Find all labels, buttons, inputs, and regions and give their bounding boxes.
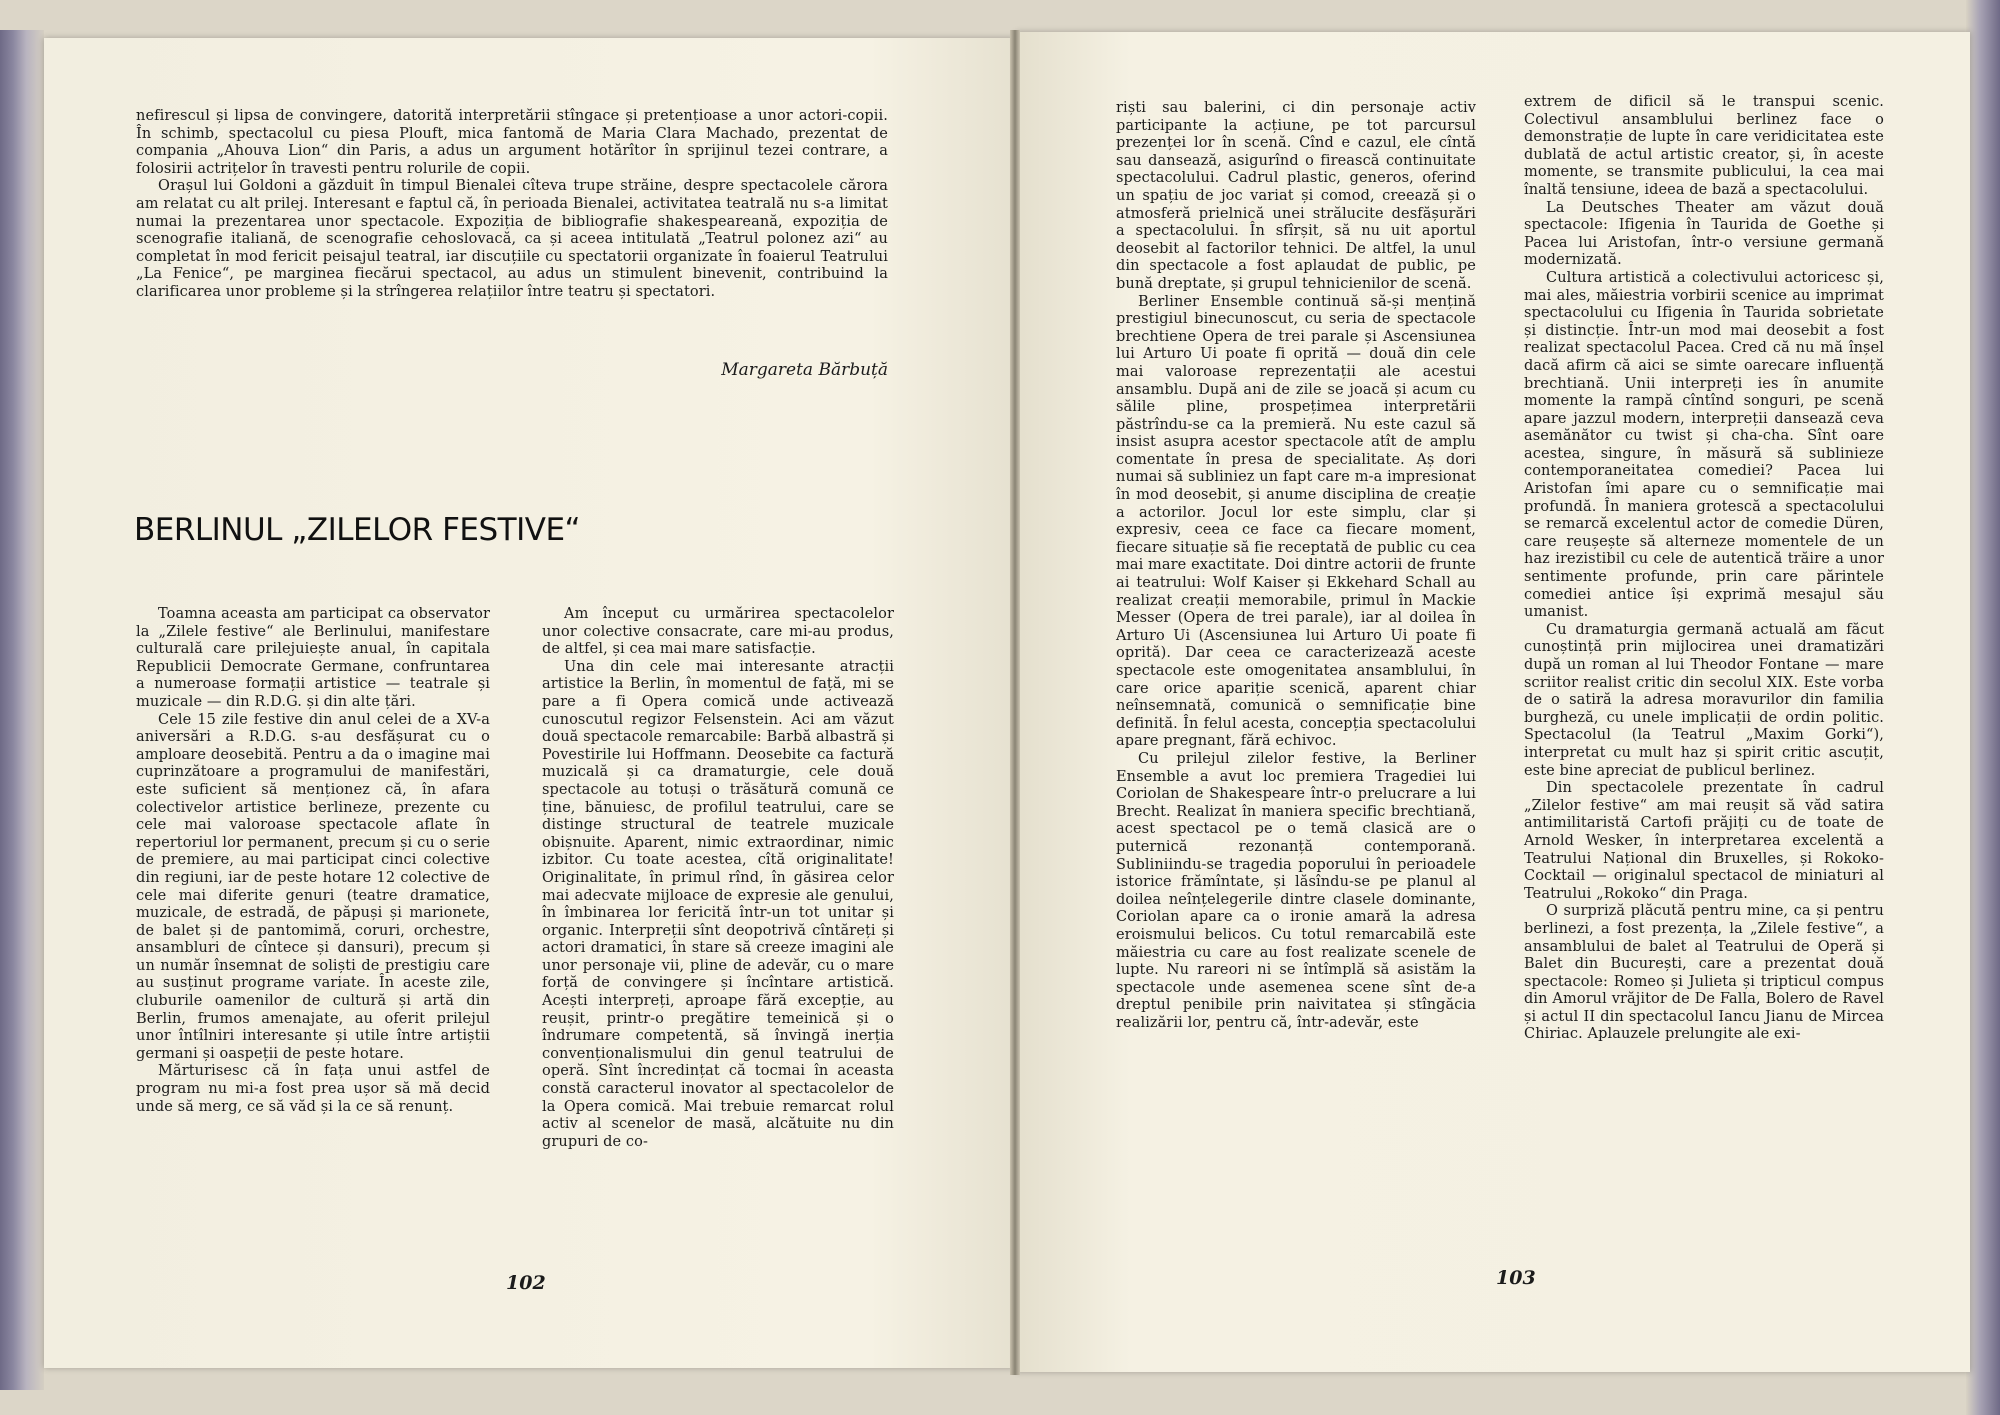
body-paragraph: Berliner Ensemble continuă să-și mențină prestigiul binecunoscut, cu seria de spectacole brechtiene Opera de trei parale și Ascensiunea lui Arturo Ui poate fi oprită — două din cele mai valoroase reprezentații ale acestui ansamblu. După ani de zile se joacă și acum cu sălile pline, prospețimea interpretării păstrîndu-se ca la premieră. Nu este cazul să insist asupra acestor spectacole atît de amplu comentate în presa de specialitate. Aș dori numai să subliniez un fapt care m-a impresionat în mod deosebit, și anume disciplina de creație a actorilor. Jocul lor este simplu, clar și expresiv, ceea ce face ca fiecare moment, fiecare situație să fie receptată de public cu cea mai mare exactitate. Doi dintre actorii de frunte ai teatrului: Wolf Kaiser și Ekkehard Schall au realizat creații memorabile, primul în Mackie Messer (Opera de trei parale), iar al doilea în Arturo Ui (Ascensiunea lui Arturo Ui poate fi oprită). Dar ceea ce caracterizează aceste spectacole este omogenitatea ansamblului, în care orice apariție scenică, aparent chiar neînsemnată, comunică o semnificație bine definită. În felul acesta, concepția spectacolului apare pregnant, fără echivoc. [1116, 293, 1476, 750]
body-paragraph: Cu dramaturgia germană actuală am făcut cunoștință prin mijlocirea unei dramatizări după un roman al lui Theodor Fontane — mare scriitor realist critic din secolul XIX. Este vorba de o satiră la adresa moravurilor din familia burgheză, cu unele implicații de ordin politic. Spectacolul (la Teatrul „Maxim Gorki“), interpretat cu mult haz și spirit critic ascuțit, este bine apreciat de publicul berlinez. [1524, 621, 1884, 779]
left-intro-text [136, 108, 888, 302]
intro-paragraph: Orașul lui Goldoni a găzduit în timpul Bienalei cîteva trupe străine, despre spectacolele cărora am relatat cu alt prilej. Interesant e faptul că, în perioada Bienalei, activitatea teatrală nu s-a limitat numai la prezentarea unor spectacole. Expoziția de bibliografie shakespeareană, expoziția de scenografie italiană, de scenografie cehoslovacă, ca și aceea intitulată „Teatrul polonez azi“ au completat în mod fericit peisajul teatral, iar discuțiile cu spectatorii organizate în foaierul Teatrului „La Fenice“, pe marginea fiecărui spectacol, au adus un stimulent binevenit, contribuind la clarificarea unor probleme și la strîngerea relațiilor între teatru și spectatori. [136, 178, 888, 300]
body-paragraph: Am început cu urmărirea spectacolelor unor colective consacrate, care mi-au produs, de altfel, și cea mai mare satisfacție. [542, 606, 894, 658]
book-spine-left [0, 30, 44, 1390]
right-column-1 [1116, 100, 1476, 1032]
left-column-2 [542, 606, 894, 1151]
body-paragraph: Una din cele mai interesante atracții artistice la Berlin, în momentul de față, mi se pare a fi Opera comică unde activează cunoscutul regizor Felsenstein. Aci am văzut două spectacole remarcabile: Barbă albastră și Povestirile lui Hoffmann. Deosebite ca factură muzicală și ca dramaturgie, cele două spectacole au totuși o trăsătură comună ce ține, bănuiesc, de profilul teatrului, care se distinge structural de teatrele muzicale obișnuite. Aparent, nimic extraordinar, nimic izbitor. Cu toate acestea, cîtă originalitate! Originalitate, în primul rînd, în găsirea celor mai adecvate mijloace de expresie ale genului, în îmbinarea lor fericită într-un tot unitar și organic. Interpreții sînt deopotrivă cîntăreți și actori dramatici, în stare să creeze imagini ale unor personaje vii, pline de adevăr, cu o mare forță de convingere și încîntare artistică. Acești interpreți, aproape fără excepție, au reușit, printr-o pregătire temeinică și o îndrumare competentă, să învingă inerția convenționalismului din genul teatrului de operă. Sînt încredințat că tocmai în aceasta constă caracterul inovator al spectacolelor de la Opera comică. Mai trebuie remarcat rolul activ al scenelor de masă, alcătuite nu din grupuri de co- [542, 658, 894, 1150]
body-paragraph: riști sau balerini, ci din personaje activ participante la acțiune, pe tot parcursul prezenței lor în scenă. Cînd e cazul, ele cîntă sau dansează, asigurînd o firească continuitate spectacolului. Cadrul plastic, generos, oferind un spațiu de joc variat și comod, creează și o atmosferă prielnică unei strălucite desfășurări a spectacolului. În sfîrșit, să nu uit aportul deosebit al factorilor tehnici. De altfel, la unul din spectacole a fost aplaudat de public, pe bună dreptate, și grupul tehnicienilor de scenă. [1116, 100, 1476, 292]
body-paragraph: Toamna aceasta am participat ca observator la „Zilele festive“ ale Berlinului, manifestare culturală care prilejuiește anual, în capitala Republicii Democrate Germane, confruntarea a numeroase formații artistice — teatrale și muzicale — din R.D.G. și din alte țări. [136, 606, 490, 710]
right-column-2 [1524, 94, 1884, 1044]
page-number-left: 102 [506, 1272, 546, 1294]
author-signature: Margareta Bărbuță [721, 360, 888, 380]
body-paragraph: O surpriză plăcută pentru mine, ca și pentru berlinezi, a fost prezența, la „Zilele festive“, a ansamblului de balet al Teatrului de Operă și Balet din București, care a prezentat două spectacole: Romeo și Julieta și tripticul compus din Amorul vrăjitor de De Falla, Bolero de Ravel și actul II din spectacolul Iancu Jianu de Mircea Chiriac. Aplauzele prelungite ale exi- [1524, 903, 1884, 1043]
page-number-right: 103 [1496, 1267, 1536, 1289]
body-paragraph: La Deutsches Theater am văzut două spectacole: Ifigenia în Taurida de Goethe și Pacea lui Aristofan, într-o versiune germană modernizată. [1524, 199, 1884, 269]
body-paragraph: Cu prilejul zilelor festive, la Berliner Ensemble a avut loc premiera Tragediei lui Coriolan de Shakespeare într-o prelucrare a lui Brecht. Realizat în maniera specific brechtiană, acest spectacol pe o temă clasică are o puternică rezonanță contemporană. Subliniindu-se tragedia poporului în perioadele istorice frămîntate, și lăsîndu-se pe planul al doilea neînțelegerile dintre clasele dominante, Coriolan apare ca o ironie amară la adresa eroismului belicos. Cu totul remarcabilă este măiestria cu care au fost realizate scenele de lupte. Nu rareori ni se întîmplă să asistăm la spectacole unde asemenea scene sînt de-a dreptul penibile prin naivitatea și stîngăcia realizării lor, pentru că, într-adevăr, este [1116, 750, 1476, 1031]
body-paragraph: Din spectacolele prezentate în cadrul „Zilelor festive“ am mai reușit să văd satira antimilitaristă Cartofi prăjiți cu de toate de Arnold Wesker, în interpretarea excelentă a Teatrului Național din Bruxelles, și Rokoko-Cocktail — originalul spectacol de miniaturi al Teatrului „Rokoko“ din Praga. [1524, 780, 1884, 902]
article-headline: BERLINUL „ZILELOR FESTIVE“ [134, 512, 581, 548]
intro-paragraph: nefirescul și lipsa de convingere, datorită interpretării stîngace și pretențioase a unor actori-copii. În schimb, spectacolul cu piesa Plouft, mica fantomă de Maria Clara Machado, prezentat de compania „Ahouva Lion“ din Paris, a adus un argument hotărîtor în sprijinul tezei contrare, a folosirii actrițelor în travesti pentru rolurile de copii. [136, 108, 888, 177]
body-paragraph: Mărturisesc că în fața unui astfel de program nu mi-a fost prea ușor să mă decid unde să merg, ce să văd și la ce să renunț. [136, 1063, 490, 1115]
body-paragraph: extrem de dificil să le transpui scenic. Colectivul ansamblului berlinez face o demonstrație de lupte în care veridicitatea este dublată de actul artistic creator, și, în aceste momente, se transmite publicului, la cea mai înaltă tensiune, ideea de bază a spectacolului. [1524, 94, 1884, 198]
body-paragraph: Cele 15 zile festive din anul celei de a XV-a aniversări a R.D.G. s-au desfășurat cu o amploare deosebită. Pentru a da o imagine mai cuprinzătoare a programului de manifestări, este suficient să menționez că, în afara colectivelor artistice berlineze, prezente cu cele mai valoroase spectacole aflate în repertoriul lor permanent, precum și cu o serie de premiere, au mai participat cinci colective din regiuni, iar de peste hotare 12 colective de cele mai diferite genuri (teatre dramatice, muzicale, de estradă, de păpuși și marionete, de balet și de pantomimă, coruri, orchestre, ansambluri de cîntece și dansuri), precum și un număr însemnat de soliști de prestigiu care au susținut programe variate. În aceste zile, cluburile oamenilor de cultură și artă din Berlin, frumos amenajate, au oferit prilejul unor întîlniri interesante și utile între artiștii germani și oaspeții de peste hotare. [136, 711, 490, 1062]
book-spine-right [1966, 0, 2000, 1415]
body-paragraph: Cultura artistică a colectivului actoricesc și, mai ales, măiestria vorbirii scenice au imprimat spectacolului cu Ifigenia în Taurida sobrietate și distincție. Într-un mod mai deosebit a fost realizat spectacolul Pacea. Cred că nu mă înșel dacă afirm că aici se simte oarecare influență brechtiană. Unii interpreți ies în anumite momente la rampă cîntînd songuri, pe scenă apare jazzul modern, interpreții dansează ceva asemănător cu twist și cha-cha. Sînt oare acestea, singure, în măsură să sublinieze contemporaneitatea comediei? Pacea lui Aristofan îmi apare cu o semnificație mai profundă. În maniera grotescă a spectacolului se remarcă excelentul actor de comedie Düren, care reușește să alterneze momentele de un haz irezistibil cu cele de autentică trăire a unor sentimente profunde, prin care părintele comediei antice își exprimă mesajul său umanist. [1524, 269, 1884, 621]
book-gutter [1010, 30, 1020, 1375]
left-column-1 [136, 606, 490, 1116]
